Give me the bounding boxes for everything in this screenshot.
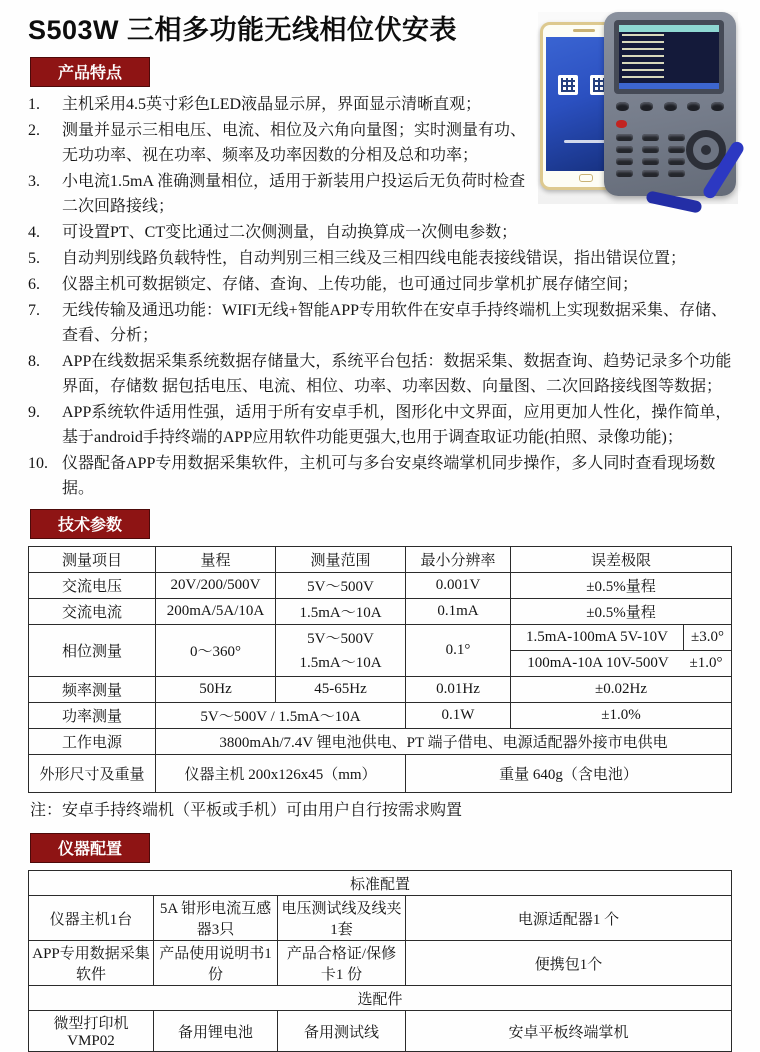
spec-row-voltage [29,573,732,599]
lcd-status-bar [619,83,719,89]
cell: 仪器主机 200x126x45（mm） [156,755,406,793]
cell: 仪器主机1台 [29,896,154,941]
lcd-header-bar [619,25,719,32]
cell: 3800mAh/7.4V 锂电池供电、PT 端子借电、电源适配器外接市电供电 [156,729,732,755]
section-badge-config: 仪器配置 [30,833,150,863]
cell: 0～360° [156,625,276,677]
cell: 备用测试线 [278,1011,406,1052]
meter-screen-bezel [614,20,724,94]
feature-text: APP系统软件适用性强，适用于所有安卓手机，图形化中文界面，应用更加人性化，操作简单，基于android手持终端的APP应用软件功能更强大,也用于调查取证功能(拍照、录像功能)； [62,404,732,446]
feature-text: 仪器主机可数据锁定、存储、查询、上传功能，也可通过同步掌机扩展存储空间； [62,276,639,293]
spec-row-power [29,703,732,729]
config-row [29,1011,732,1052]
cell: ±0.02Hz [511,677,732,703]
cell: 备用锂电池 [154,1011,278,1052]
cell: 电压测试线及线夹1套 [278,896,406,941]
phase-error-value: ±1.0° [689,655,723,671]
page-title: S503W 三相多功能无线相位伏安表 [28,15,458,45]
cell: 0.1mA [406,599,511,625]
config-row [29,941,732,986]
feature-item [28,400,738,450]
phase-range-line: 1.5mA～10A [299,654,382,671]
cell: 50Hz [156,677,276,703]
cell [511,651,732,677]
phase-error-condition: 100mA-10A 10V-500V [527,655,669,671]
cell: 5A 钳形电流互感器3只 [154,896,278,941]
feature-item [28,246,738,271]
cell: ±0.5%量程 [511,599,732,625]
cell: 工作电源 [29,729,156,755]
cell: 重量 640g（含电池） [406,755,732,793]
feature-item [28,349,738,399]
cell: 1.5mA～10A [276,599,406,625]
col-header: 最小分辨率 [406,547,511,573]
meter-function-keys [616,102,724,111]
cell: 电源适配器1 个 [406,896,732,941]
specs-table [28,546,732,793]
cell: 0.001V [406,573,511,599]
feature-item [28,220,738,245]
config-table [28,870,732,1052]
cell: 安卓平板终端掌机 [406,1011,732,1052]
feature-text: 可设置PT、CT变比通过二次侧测量，自动换算成一次侧电参数； [62,224,518,241]
feature-number: 10. [28,455,48,472]
cell: 45-65Hz [276,677,406,703]
feature-item [28,298,738,348]
phase-range-line: 5V～500V [307,630,374,647]
cell: 功率测量 [29,703,156,729]
feature-number: 3. [28,173,40,190]
cell: 产品合格证/保修卡1 份 [278,941,406,986]
group-header: 选配件 [29,986,732,1011]
col-header: 测量范围 [276,547,406,573]
lcd-data-rows [622,34,664,79]
cell [276,625,406,677]
cell: 0.1° [406,625,511,677]
feature-item [28,272,738,297]
section-badge-features: 产品特点 [30,57,150,87]
feature-text: 主机采用4.5英寸彩色LED液晶显示屏，界面显示清晰直观； [62,96,482,113]
feature-number: 6. [28,276,40,293]
spec-row-supply [29,729,732,755]
feature-text: APP在线数据采集系统数据存储量大，系统平台包括：数据采集、数据查询、趋势记录多个功能界面，存储数 据包括电压、电流、相位、功率、功率因数、向量图、二次回路接线图等数据； [62,353,732,395]
cell: 外形尺寸及重量 [29,755,156,793]
cell: 频率测量 [29,677,156,703]
spec-row-frequency [29,677,732,703]
cell: 便携包1个 [406,941,732,986]
cell: 5V～500V / 1.5mA～10A [156,703,406,729]
feature-text: 小电流1.5mA 准确测量相位，适用于新装用户投运后无负荷时检查二次回路接线； [62,173,526,215]
cell: 微型打印机 VMP02 [29,1011,154,1052]
cell: 0.01Hz [406,677,511,703]
feature-number: 4. [28,224,40,241]
feature-number: 2. [28,122,40,139]
cell: 20V/200/500V [156,573,276,599]
cell: 相位测量 [29,625,156,677]
meter-device [604,12,736,196]
feature-item [28,451,738,501]
spec-row-phase [29,625,732,651]
config-standard-header-row [29,871,732,896]
meter-power-button [616,120,627,128]
spec-row-dimension [29,755,732,793]
config-optional-header-row [29,986,732,1011]
feature-text: 测量并显示三相电压、电流、相位及六角向量图；实时测量有功、无功功率、视在功率、频率及功率因数的分相及总和功率； [62,122,527,164]
feature-text: 仪器配备APP专用数据采集软件，主机可与多台安桌终端掌机同步操作，多人同时查看现场数据。 [62,455,716,497]
feature-number: 8. [28,353,40,370]
cell: ±3.0° [684,625,732,651]
col-header: 误差极限 [511,547,732,573]
cell: ±0.5%量程 [511,573,732,599]
spec-row-current [29,599,732,625]
cell: ±1.0% [511,703,732,729]
phone-speaker [573,29,595,32]
product-photo [538,12,738,204]
purchase-note: 注：安卓手持终端机（平板或手机）可由用户自行按需求购置 [30,802,463,819]
specs-header-row [29,547,732,573]
cell: 交流电流 [29,599,156,625]
phone-screen-caption [564,140,608,143]
feature-text: 自动判别线路负载特性，自动判别三相三线及三相四线电能表接线错误，指出错误位置； [62,250,687,267]
feature-number: 9. [28,404,40,421]
cell: 交流电压 [29,573,156,599]
feature-text: 无线传输及通迅功能：WIFI无线+智能APP专用软件在安卓手持终端机上实现数据采集、存储、查看、分析； [62,302,728,344]
col-header: 测量项目 [29,547,156,573]
feature-number: 1. [28,96,40,113]
cell: 5V～500V [276,573,406,599]
cell: 1.5mA-100mA 5V-10V [511,625,684,651]
config-row [29,896,732,941]
group-header: 标准配置 [29,871,732,896]
cell: 0.1W [406,703,511,729]
cell: 产品使用说明书1 份 [154,941,278,986]
col-header: 量程 [156,547,276,573]
feature-number: 5. [28,250,40,267]
qr-code-icon [558,75,578,95]
cell: APP专用数据采集软件 [29,941,154,986]
meter-keypad [616,134,688,177]
feature-number: 7. [28,302,40,319]
section-badge-specs: 技术参数 [30,509,150,539]
meter-lcd-screen [619,25,719,89]
phone-home-button [579,174,593,182]
cell: 200mA/5A/10A [156,599,276,625]
